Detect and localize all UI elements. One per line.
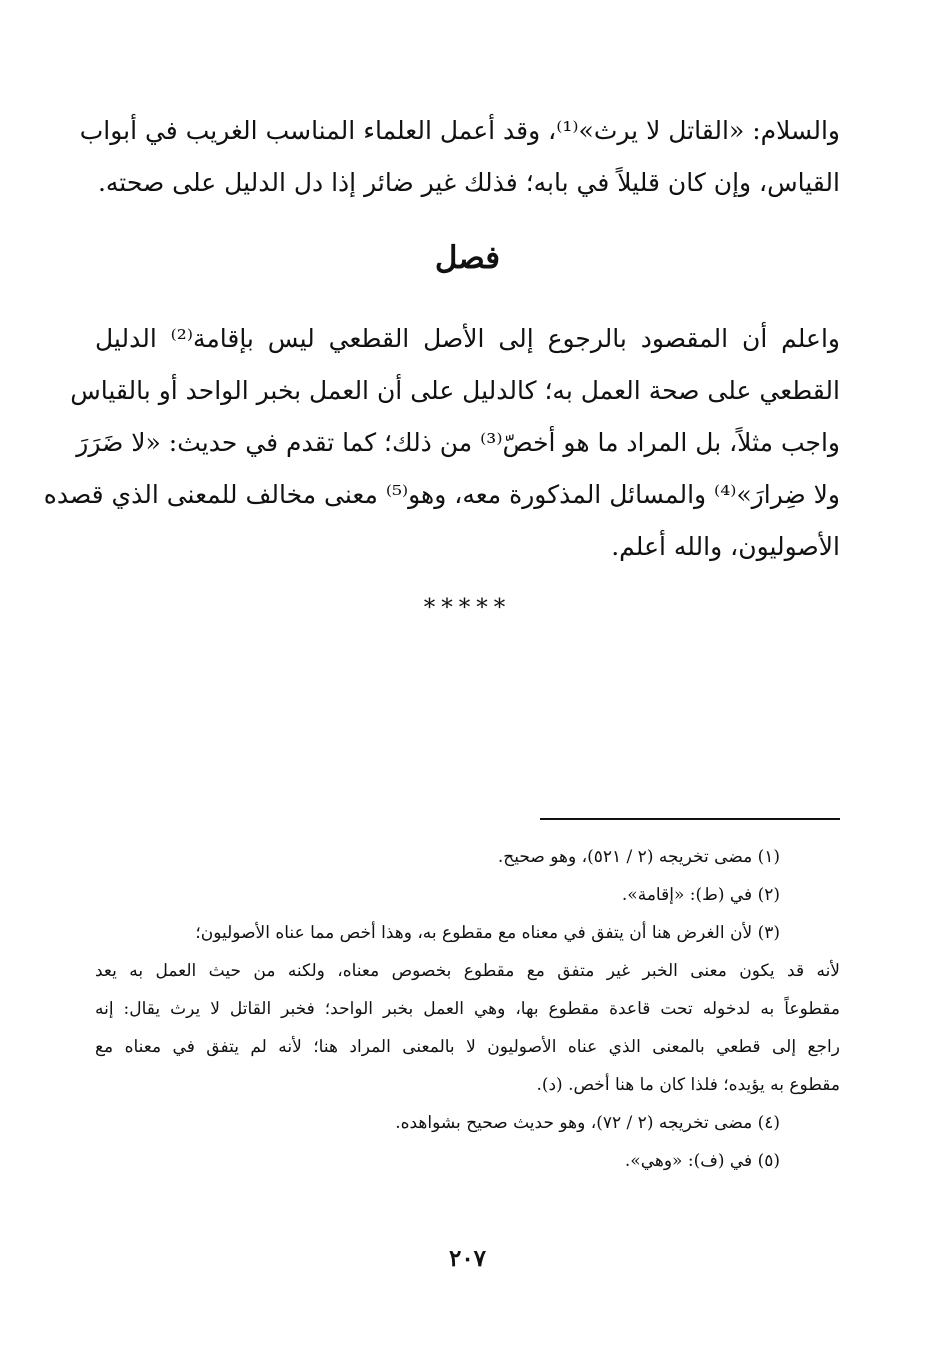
footnote-4: (٤) مضى تخريجه (٢ / ٧٢)، وهو حديث صحيح بشواهده.	[395, 1113, 780, 1133]
paragraph-line: الأصوليون، والله أعلم.	[611, 532, 840, 561]
footnote-3-line: مقطوعاً به لدخوله تحت قاعدة مقطوع بها، وهي العمل بخبر الواحد؛ فخبر القاتل لا يرث يقال: إنه	[95, 999, 840, 1019]
footnote-3-line: (٣) لأن الغرض هنا أن يتفق في معناه مع مقطوع به، وهذا أخص مما عناه الأصوليون؛	[195, 923, 780, 943]
section-heading: فصل	[434, 240, 501, 276]
paragraph-line: واجب مثلاً، بل المراد ما هو أخصّ⁽³⁾ من ذلك؛ كما تقدم في حديث: «لا ضَرَرَ	[76, 428, 840, 457]
footnotes	[95, 838, 840, 1180]
footnote-5: (٥) في (ف): «وهي».	[624, 1151, 780, 1171]
paragraph-line: ولا ضِرارَ»⁽⁴⁾ والمسائل المذكورة معه، وهو⁽⁵⁾ معنى مخالف للمعنى الذي قصده	[43, 480, 840, 509]
paragraph-line: واعلم أن المقصود بالرجوع إلى الأصل القطعي ليس بإقامة⁽²⁾ الدليل	[95, 324, 840, 353]
section-separator: *****	[423, 595, 512, 621]
footnote-3-line: مقطوع به يؤيده؛ فلذا كان ما هنا أخص. (د).	[536, 1075, 840, 1095]
footnote-3-line: لأنه قد يكون معنى الخبر غير متفق مع مقطوع بخصوص معناه، ولكنه من حيث العمل به يعد	[95, 961, 840, 981]
page-number: ٢٠٧	[448, 1245, 487, 1272]
footnote-3-line: راجع إلى قطعي بالمعنى الذي عناه الأصوليون لا بالمعنى المراد هنا؛ لأنه لم يتفق في معناه مع	[95, 1037, 840, 1057]
body-paragraph-1	[79, 105, 840, 209]
paragraph-line: القياس، وإن كان قليلاً في بابه؛ فذلك غير ضائر إذا دل الدليل على صحته.	[97, 168, 840, 197]
body-paragraph-2	[43, 313, 840, 573]
paragraph-line: والسلام: «القاتل لا يرث»⁽¹⁾، وقد أعمل العلماء المناسب الغريب في أبواب	[79, 116, 840, 145]
footnote-2: (٢) في (ط): «إقامة».	[621, 885, 780, 905]
footnote-1: (١) مضى تخريجه (٢ / ٥٢١)، وهو صحيح.	[497, 847, 780, 867]
paragraph-line: القطعي على صحة العمل به؛ كالدليل على أن العمل بخبر الواحد أو بالقياس	[70, 376, 840, 405]
footnote-divider	[540, 818, 840, 820]
